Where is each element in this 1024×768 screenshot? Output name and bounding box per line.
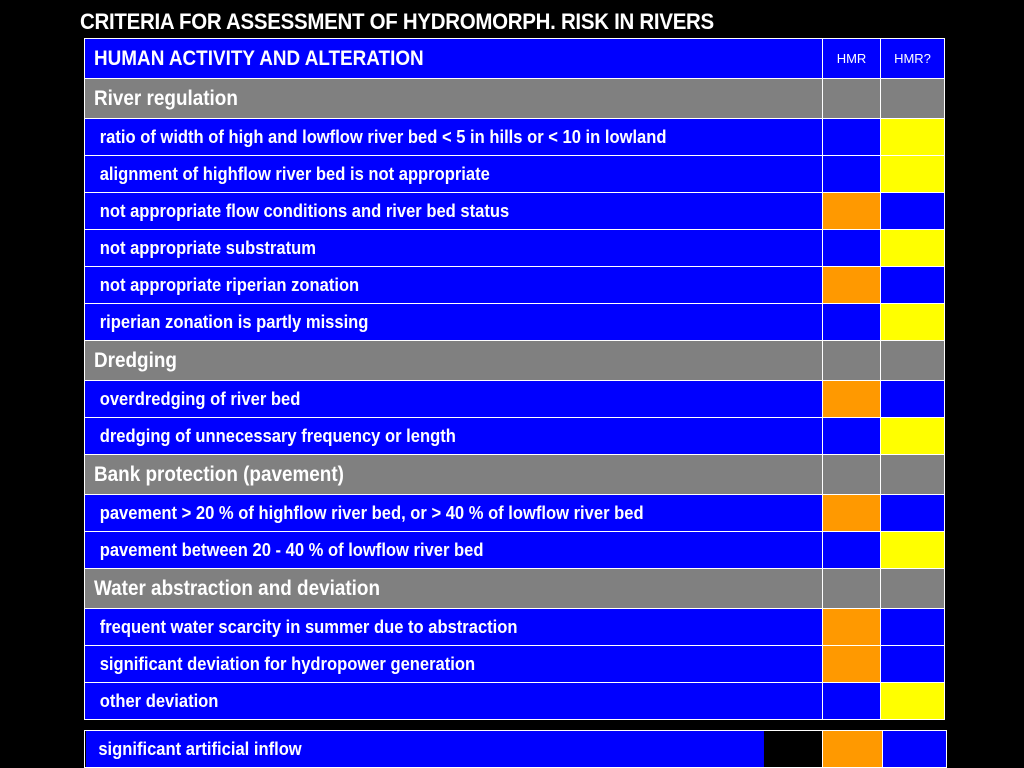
row-label-significant-artificial-inflow: significant artificial inflow [85, 731, 764, 768]
table-row-last [85, 731, 947, 768]
table-row [85, 267, 945, 304]
criterion-label: not appropriate substratum [99, 237, 316, 258]
row-label-cell [85, 341, 823, 381]
hmr-question-cell [881, 381, 945, 418]
hmr-cell [823, 230, 881, 267]
hmr-cell [823, 304, 881, 341]
hmr-question-cell [881, 119, 945, 156]
header-hmr: HMR [823, 39, 881, 79]
table-row [85, 532, 945, 569]
criterion-label: overdredging of river bed [99, 388, 301, 409]
hmr-question-cell [881, 532, 945, 569]
row-label-cell [85, 495, 823, 532]
hmr-question-cell [883, 731, 947, 768]
hmr-question-cell [881, 455, 945, 495]
header-hmr-question: HMR? [881, 39, 945, 79]
header-label: HUMAN ACTIVITY AND ALTERATION [94, 46, 424, 70]
hmr-cell [823, 731, 883, 768]
section-row [85, 79, 945, 119]
row-label-cell [85, 569, 823, 609]
row-label-cell [85, 156, 823, 193]
section-label: Dredging [94, 348, 177, 372]
hmr-cell [823, 569, 881, 609]
criterion-label: not appropriate riperian zonation [99, 274, 360, 295]
hmr-cell [823, 646, 881, 683]
row-label-cell [85, 381, 823, 418]
section-label: Water abstraction and deviation [94, 576, 381, 600]
criteria-table [84, 38, 945, 720]
hmr-question-cell [881, 156, 945, 193]
criterion-label: ratio of width of high and lowflow river bed < 5 in hills or < 10 in lowland [99, 126, 667, 147]
row-label-cell [85, 119, 823, 156]
row-label-cell [85, 230, 823, 267]
hmr-question-cell [881, 569, 945, 609]
hmr-question-cell [881, 341, 945, 381]
table-row [85, 381, 945, 418]
hmr-cell [823, 267, 881, 304]
hmr-cell [823, 683, 881, 720]
row-label-cell [85, 532, 823, 569]
hmr-question-cell [881, 79, 945, 119]
table-row [85, 156, 945, 193]
hmr-question-cell [881, 267, 945, 304]
hmr-question-cell [881, 495, 945, 532]
table-row [85, 646, 945, 683]
row-label-cell [85, 455, 823, 495]
last-row-table [84, 730, 947, 768]
criterion-label: pavement between 20 - 40 % of lowflow river bed [99, 539, 484, 560]
hmr-question-cell [881, 646, 945, 683]
table-row [85, 193, 945, 230]
section-label: River regulation [94, 86, 238, 110]
hmr-cell [823, 119, 881, 156]
hmr-cell [823, 156, 881, 193]
row-label-cell [85, 683, 823, 720]
criterion-label: dredging of unnecessary frequency or length [99, 425, 456, 446]
row-label-cell [85, 79, 823, 119]
row-label-cell [85, 267, 823, 304]
row-label-cell [85, 304, 823, 341]
header-label-cell [85, 39, 823, 79]
table-row [85, 304, 945, 341]
hmr-cell [823, 381, 881, 418]
hmr-cell [823, 609, 881, 646]
row-label-cell [85, 646, 823, 683]
hmr-question-cell [881, 418, 945, 455]
slide-title: CRITERIA FOR ASSESSMENT OF HYDROMORPH. RISK IN RIVERS [80, 9, 714, 34]
hmr-question-cell [881, 683, 945, 720]
hmr-cell [823, 79, 881, 119]
section-label: Bank protection (pavement) [94, 462, 344, 486]
criterion-label: significant deviation for hydropower generation [99, 653, 476, 674]
section-row [85, 341, 945, 381]
table-row [85, 119, 945, 156]
criterion-label: riperian zonation is partly missing [99, 311, 369, 332]
table-row [85, 230, 945, 267]
hmr-cell [823, 341, 881, 381]
table-header-row [85, 39, 945, 79]
row-label-cell [85, 193, 823, 230]
row-label-cell [85, 609, 823, 646]
hmr-cell [823, 418, 881, 455]
hmr-cell [823, 495, 881, 532]
criterion-label: alignment of highflow river bed is not appropriate [99, 163, 490, 184]
table-row [85, 683, 945, 720]
criterion-label: pavement > 20 % of highflow river bed, or > 40 % of lowflow river bed [99, 502, 644, 523]
hmr-question-cell [881, 230, 945, 267]
hmr-question-cell [881, 193, 945, 230]
table-row [85, 609, 945, 646]
hmr-cell [823, 455, 881, 495]
criterion-label: frequent water scarcity in summer due to abstraction [99, 616, 518, 637]
hmr-cell [823, 193, 881, 230]
table-row [85, 418, 945, 455]
hmr-question-cell [881, 609, 945, 646]
criteria-table-body [85, 39, 945, 720]
criterion-label: not appropriate flow conditions and river bed status [99, 200, 510, 221]
section-row [85, 455, 945, 495]
row-label-cell [85, 418, 823, 455]
hmr-question-cell [881, 304, 945, 341]
criterion-label: other deviation [99, 690, 219, 711]
table-row [85, 495, 945, 532]
hmr-cell [823, 532, 881, 569]
section-row [85, 569, 945, 609]
